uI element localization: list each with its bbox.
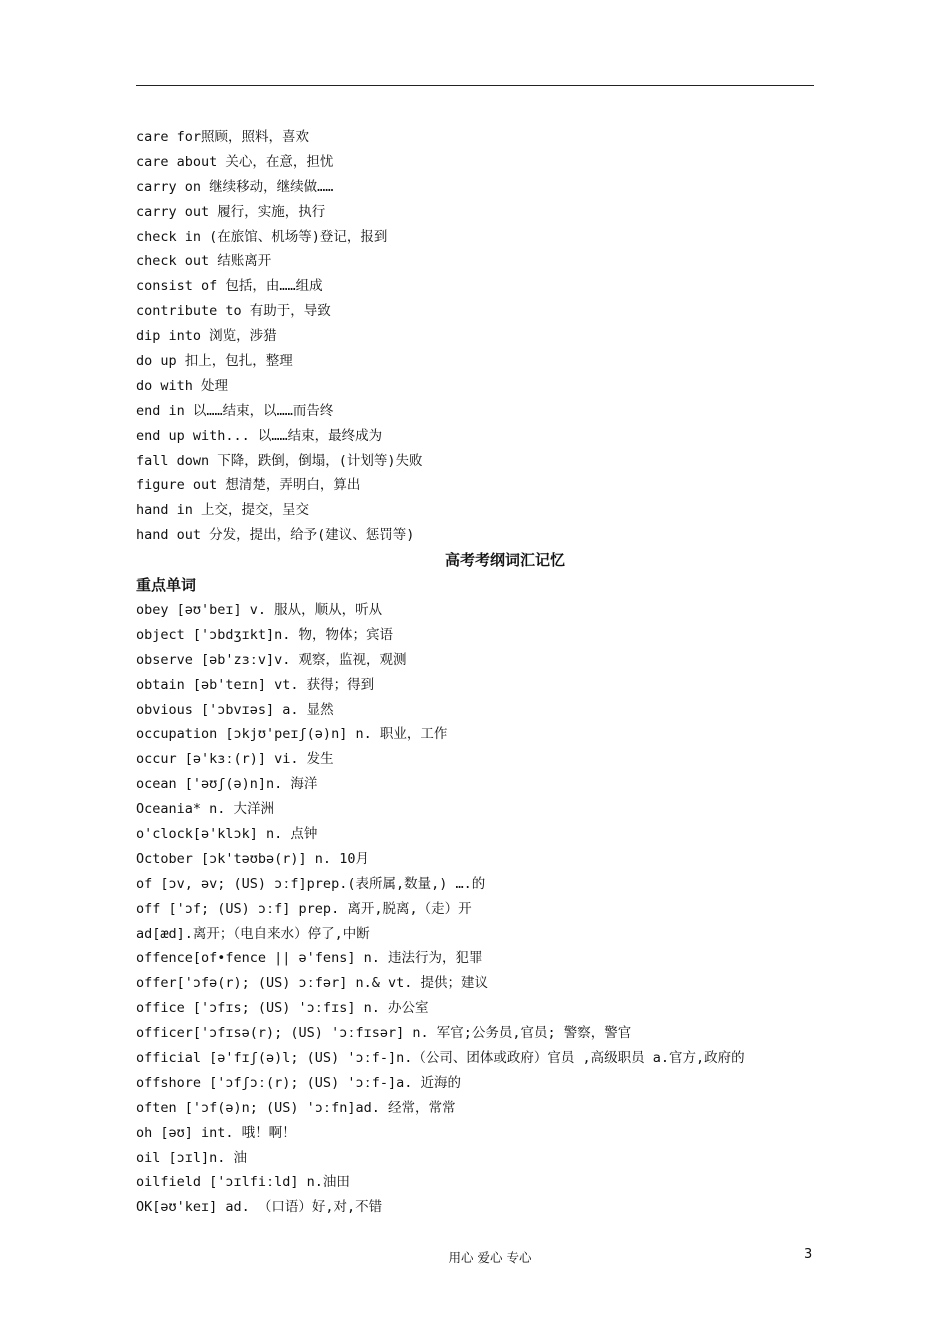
- phrase-list: [136, 125, 836, 548]
- phrase-line: do with 处理: [136, 377, 229, 394]
- phrase-line: check in (在旅馆、机场等)登记，报到: [136, 228, 388, 245]
- phrase-line: do up 扣上，包扎，整理: [136, 353, 293, 370]
- phrase-line: contribute to 有助于，导致: [136, 303, 331, 320]
- word-entry: offshore ['ɔfʃɔː(r); (US) 'ɔːf-]a. 近海的: [136, 1074, 461, 1091]
- word-entry: offence[of•fence || ə'fens] n. 违法行为，犯罪: [136, 950, 483, 967]
- word-entry: OK[əʊ'keɪ] ad. （口语）好,对,不错: [136, 1199, 383, 1216]
- word-entry: obey [əʊ'beɪ] v. 服从，顺从，听从: [136, 602, 383, 618]
- header-rule: [136, 85, 814, 86]
- word-entry: observe [əb'zɜːv]v. 观察，监视，观测: [136, 651, 407, 668]
- phrase-line: hand in 上交，提交，呈交: [136, 502, 310, 519]
- word-entry: obtain [əb'teɪn] vt. 获得；得到: [136, 676, 375, 693]
- word-entry: occupation [ɔkjʊ'peɪʃ(ə)n] n. 职业，工作: [136, 726, 448, 743]
- phrase-line: carry on 继续移动，继续做……: [136, 178, 334, 195]
- word-entry: offer['ɔfə(r); (US) ɔːfər] n.& vt. 提供；建议: [136, 975, 488, 992]
- word-entry: ocean ['əʊʃ(ə)n]n. 海洋: [136, 776, 318, 793]
- word-entry: oh [əʊ] int. 哦！啊！: [136, 1124, 296, 1141]
- phrase-line: fall down 下降，跌倒，倒塌，(计划等)失败: [136, 452, 423, 469]
- phrase-line: care about 关心，在意，担忧: [136, 153, 334, 170]
- word-entry: obvious ['ɔbvɪəs] a. 显然: [136, 701, 334, 718]
- word-entry: often ['ɔf(ə)n; (US) 'ɔːfn]ad. 经常，常常: [136, 1099, 456, 1116]
- word-entry: occur [ə'kɜː(r)] vi. 发生: [136, 751, 334, 768]
- word-entry: office ['ɔfɪs; (US) 'ɔːfɪs] n. 办公室: [136, 1000, 429, 1017]
- word-entry: object ['ɔbdʒɪkt]n. 物，物体；宾语: [136, 626, 394, 643]
- phrase-line: care for照顾，照料，喜欢: [136, 129, 310, 145]
- phrase-line: dip into 浏览，涉猎: [136, 328, 277, 345]
- word-entry: off ['ɔf; (US) ɔːf] prep. 离开,脱离,（走）开: [136, 900, 472, 917]
- word-entry: ad[æd].离开；（电自来水）停了,中断: [136, 925, 370, 942]
- word-entry: Oceania* n. 大洋洲: [136, 801, 275, 818]
- phrase-line: end up with... 以……结束，最终成为: [136, 427, 383, 444]
- page-number: 3: [804, 1247, 813, 1262]
- subsection-title: 重点单词: [136, 576, 197, 594]
- word-entry: o'clock[ə'klɔk] n. 点钟: [136, 826, 318, 843]
- phrase-line: consist of 包括，由……组成: [136, 278, 323, 295]
- phrase-line: figure out 想清楚，弄明白，算出: [136, 477, 361, 494]
- phrase-line: carry out 履行，实施，执行: [136, 203, 326, 220]
- footer-text: 用心 爱心 专心: [448, 1250, 532, 1265]
- word-entry: October [ɔk'təʊbə(r)] n. 10月: [136, 850, 369, 867]
- word-entry: of [ɔv, əv; (US) ɔːf]prep.(表所属,数量,) ….的: [136, 875, 486, 892]
- word-entry: officer['ɔfɪsə(r); (US) 'ɔːfɪsər] n. 军官;公务员,官员; 警察，警官: [136, 1025, 632, 1042]
- section-title: 高考考纲词汇记忆: [444, 551, 565, 569]
- phrase-line: end in 以……结束，以……而告终: [136, 402, 334, 419]
- word-entry: oil [ɔɪl]n. 油: [136, 1149, 248, 1166]
- word-entry: oilfield ['ɔɪlfiːld] n.油田: [136, 1174, 350, 1191]
- phrase-line: hand out 分发，提出，给予(建议、惩罚等): [136, 527, 415, 544]
- word-list: [136, 598, 836, 1220]
- phrase-line: check out 结账离开: [136, 253, 272, 270]
- word-entry: official [ə'fɪʃ(ə)l; (US) 'ɔːf-]n.（公司、团体或政府）官员 ,高级职员 a.官方,政府的: [136, 1050, 745, 1067]
